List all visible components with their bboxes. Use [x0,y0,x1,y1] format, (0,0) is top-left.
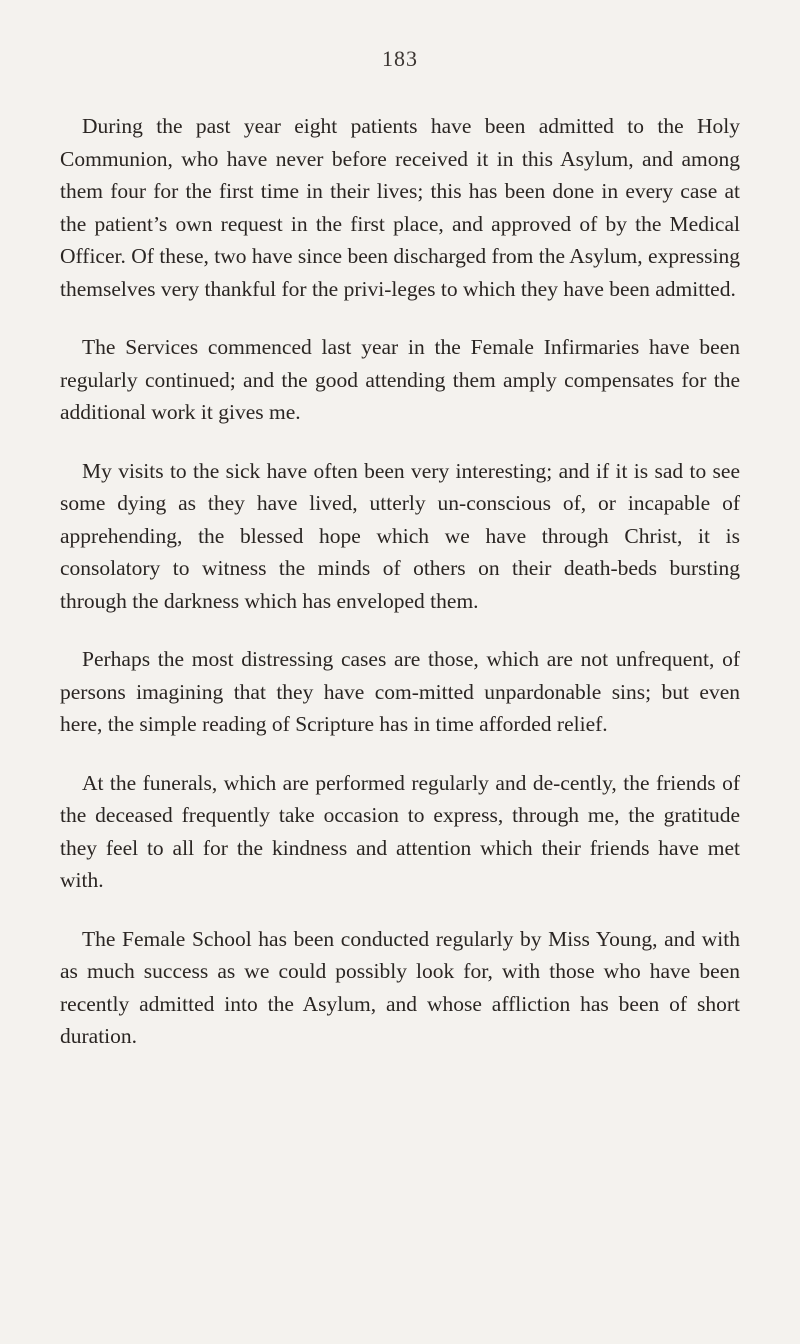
paragraph-female-school: The Female School has been conducted regularly by Miss Young, and with as much success as we could possibly look for, with those who have been recently admitted into the Asylum, and whose affliction has been of short duration. [60,926,740,1048]
paragraph-visits-to-sick: My visits to the sick have often been very interesting; and if it is sad to see some dying as they have lived, utterly un-conscious of, or incapable of apprehending, the blessed hope which we have through Christ, it is consolatory to witness the minds of others on their death-beds bursting through the darkness which has enveloped them. [60,458,740,613]
body-text [60,110,740,1079]
paragraph-distressing-cases: Perhaps the most distressing cases are those, which are not unfrequent, of persons imagining that they have com-mitted unpardonable sins; but even here, the simple reading of Scripture has in time afforded relief. [60,647,740,736]
paragraph-funerals: At the funerals, which are performed regularly and de-cently, the friends of the deceased frequently take occasion to express, through me, the gratitude they feel to all for the kindness and attention which their friends have met with. [60,770,740,892]
paragraph-female-infirmaries: The Services commenced last year in the Female Infirmaries have been regularly continued; and the good attending them amply compensates for the additional work it gives me. [60,335,740,424]
page-number: 183 [382,46,418,71]
paragraph-holy-communion: During the past year eight patients have been admitted to the Holy Communion, who have never before received it in this Asylum, and among them four for the first time in their lives; this has been done in every case at the patient’s own request in the first place, and approved of by the Medical Officer. Of these, two have since been discharged from the Asylum, expressing themselves very thankful for the privi-leges to which they have been admitted. [60,114,740,301]
